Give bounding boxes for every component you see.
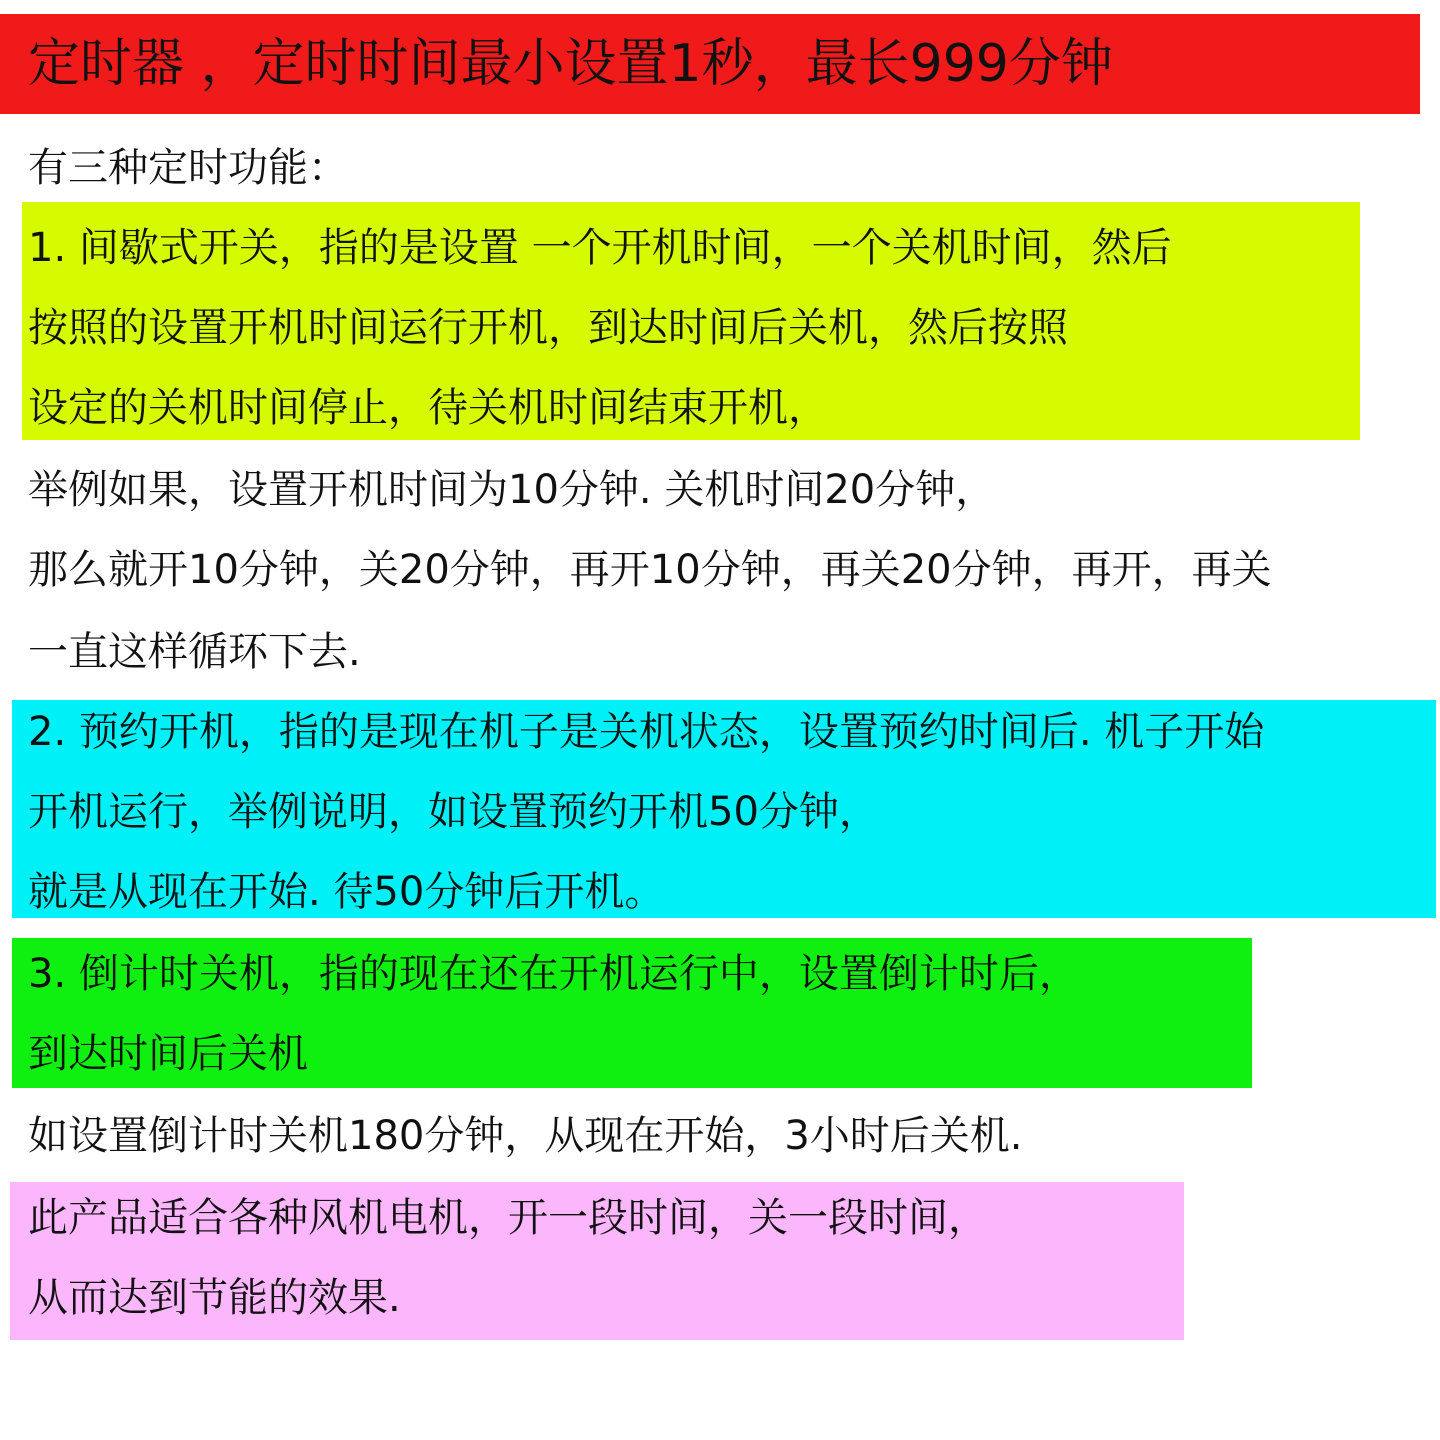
section1-line: 按照的设置开机时间运行开机，到达时间后关机，然后按照 — [28, 305, 1068, 351]
section2-line: 就是从现在开始. 待50分钟后开机。 — [28, 869, 665, 915]
page-title: 定时器 ，定时时间最小设置1秒，最长999分钟 — [28, 34, 1113, 94]
note-line: 此产品适合各种风机电机，开一段时间，关一段时间， — [28, 1195, 988, 1241]
section2-line: 开机运行，举例说明，如设置预约开机50分钟， — [28, 789, 879, 835]
title-banner — [0, 14, 1420, 114]
section1-line: 1. 间歇式开关，指的是设置 一个开机时间，一个关机时间，然后 — [28, 225, 1172, 271]
section3-example-line: 如设置倒计时关机180分钟，从现在开始，3小时后关机. — [28, 1113, 1023, 1159]
section1-example-line: 举例如果，设置开机时间为10分钟. 关机时间20分钟， — [28, 467, 996, 513]
intro-text: 有三种定时功能： — [28, 145, 348, 191]
section2-line: 2. 预约开机，指的是现在机子是关机状态，设置预约时间后. 机子开始 — [28, 709, 1265, 755]
section3-line: 3. 倒计时关机，指的现在还在开机运行中，设置倒计时后， — [28, 951, 1079, 997]
note-line: 从而达到节能的效果. — [28, 1275, 401, 1321]
section1-example-line: 一直这样循环下去. — [28, 629, 361, 675]
section1-example-line: 那么就开10分钟，关20分钟，再开10分钟，再关20分钟，再开，再关 — [28, 547, 1272, 593]
section3-line: 到达时间后关机 — [28, 1031, 308, 1077]
section1-line: 设定的关机时间停止，待关机时间结束开机， — [28, 385, 828, 431]
